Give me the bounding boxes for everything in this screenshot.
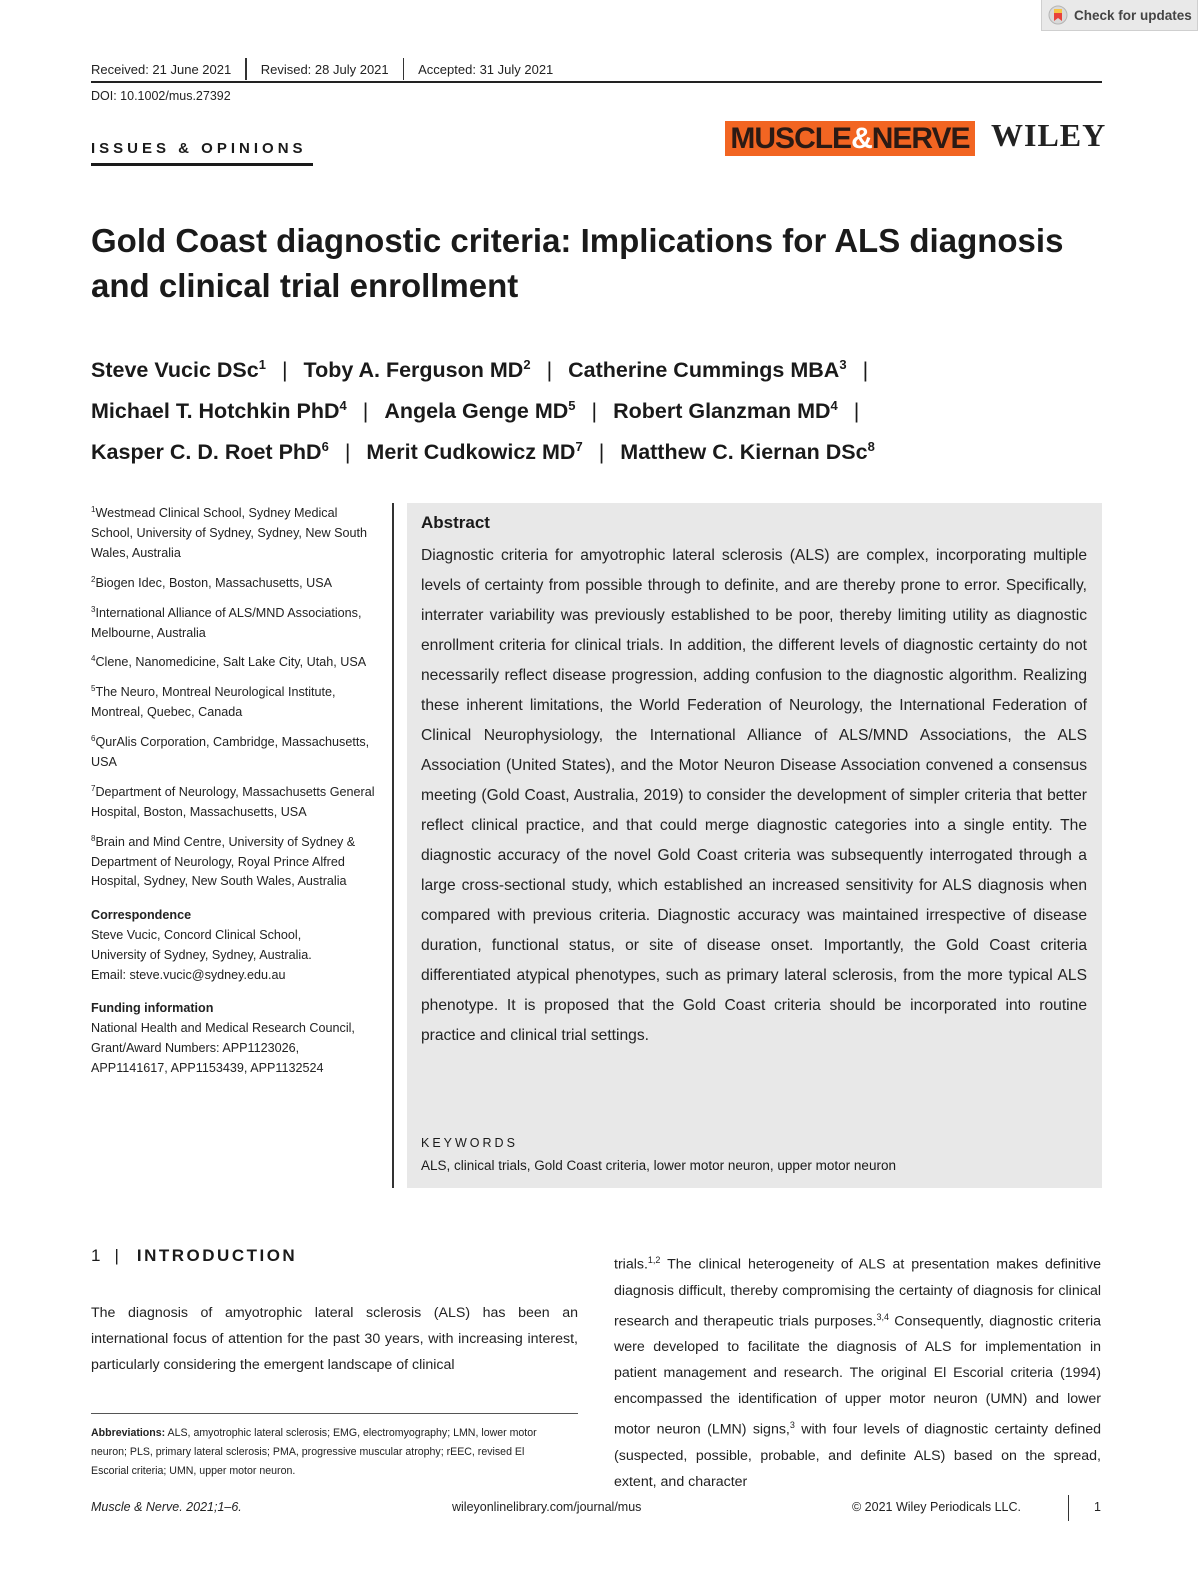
author[interactable]: Toby A. Ferguson $MD^2$ xyxy=(303,357,531,383)
author[interactable]: Catherine Cummings MBA$^3$ xyxy=(568,357,847,383)
intro-paragraph-col1: The diagnosis of amyotrophic lateral sclerosis (ALS) has been an international focus of attention for the past 30 years, with increasing interest, particularly considering the emergent landscape of clinical xyxy=(91,1305,578,1373)
correspondence-line: Steve Vucic, Concord Clinical School, xyxy=(91,928,302,943)
section-title: INTRODUCTION xyxy=(136,1246,298,1265)
section-tag-rule xyxy=(91,163,313,166)
abstract-text: Diagnostic criteria for amyotrophic lateral sclerosis (ALS) are complex, incorporating multiple levels of certainty from possible through to definite, and are thereby prone to error. Specifically, interrater variability was previously established to be poor, thereby limiting utility as diagnostic enrollment criteria for clinical trials. In addition, the different levels of diagnostic certainty do not necessarily reflect disease progression, adding confusion to the diagnostic algorithm. Realizing these inherent limitations, the World Federation of Neurology, the International Federation of Clinical Neurophysiology, the International Alliance of ALS/MND Associations, the ALS Association (United States), and the Motor Neuron Disease Association convened a consensus meeting (Gold Coast, Australia, 2019) to consider the development of simpler criteria that better reflect clinical practice, and that could merge diagnostic categories into a single entity. The diagnostic accuracy of the novel Gold Coast criteria was subsequently interrogated through a large cross-sectional study, which established an increased sensitivity for ALS diagnosis when compared with previous criteria. Diagnostic accuracy was maintained irrespective of disease duration, functional status, or site of disease onset. Importantly, the Gold Coast criteria differentiated atypical phenotypes, such as primary lateral sclerosis, from the more typical ALS phenotype. It is proposed that the Gold Coast criteria should be incorporated into routine practice and clinical trial settings. xyxy=(421,547,1087,1044)
affiliation: $^5$The Neuro, Montreal Neurological Institute, Montreal, Quebec, Canada xyxy=(91,684,336,720)
affiliation: $^2$Biogen Idec, Boston, Massachusetts, USA xyxy=(91,574,333,590)
footer-url[interactable]: wileyonlinelibrary.com/journal/mus xyxy=(452,1500,642,1514)
section-heading-introduction xyxy=(91,1246,297,1266)
revised-date: Revised: 28 July 2021 xyxy=(260,61,389,77)
journal-logo-nerve: NERVE xyxy=(871,121,970,155)
affiliation: $^4$Clene, Nanomedicine, Salt Lake City, Utah, USA xyxy=(91,654,367,670)
affiliation: $^3$International Alliance of ALS/MND Associations, Melbourne, Australia xyxy=(91,604,362,640)
correspondence-email[interactable]: Email: steve.vucic@sydney.edu.au xyxy=(91,967,286,982)
footer-divider xyxy=(1068,1495,1069,1521)
accepted-date: Accepted: 31 July 2021 xyxy=(418,61,554,77)
correspondence xyxy=(91,906,381,985)
citation-ref[interactable]: 3,4 xyxy=(876,1311,890,1322)
author[interactable]: Robert Glanzman $MD^4$ xyxy=(613,398,838,424)
affiliation: $^6$QurAlis Corporation, Cambridge, Massachusetts, USA xyxy=(91,734,370,770)
funding-heading: Funding information xyxy=(91,1001,214,1016)
bookmark-icon xyxy=(1048,5,1068,25)
check-for-updates-button[interactable] xyxy=(1041,0,1198,31)
correspondence-heading: Correspondence xyxy=(91,908,192,923)
footer-copyright: © 2021 Wiley Periodicals LLC. xyxy=(852,1500,1022,1514)
author[interactable]: Matthew C. Kiernan DSc$^8$ xyxy=(620,439,875,465)
journal-logo-muscle: MUSCLE xyxy=(730,121,852,155)
funding-information xyxy=(91,999,381,1078)
journal-logo-amp: & xyxy=(851,121,872,155)
page-number: 1 xyxy=(1094,1500,1101,1514)
funding-line: National Health and Medical Research Council, xyxy=(91,1021,355,1036)
affiliation: $^8$Brain and Mind Centre, University of Sydney & Department of Neurology, Royal Prince Alfred Hospital, Sydney, New South Wales, Australia xyxy=(91,833,356,889)
received-date: Received: 21 June 2021 xyxy=(91,61,232,77)
author[interactable]: Michael T. Hotchkin PhD$^4$ xyxy=(91,398,347,424)
section-number: 1 xyxy=(91,1246,101,1265)
footer-citation: Muscle & Nerve. 2021;1–6. xyxy=(91,1500,242,1514)
abbreviations-footnote: Abbreviations: ALS, amyotrophic lateral sclerosis; EMG, electromyography; LMN, lower motor neuron; PLS, primary lateral sclerosis; PMA, progressive muscular atrophy; rEEC, revised El Escorial criteria; UMN, upper motor neuron. xyxy=(91,1427,537,1477)
article-dates xyxy=(91,58,553,80)
affiliation: $^7$Department of Neurology, Massachusetts General Hospital, Boston, Massachusetts, USA xyxy=(91,783,375,819)
section-tag: ISSUES & OPINIONS xyxy=(91,140,307,157)
citation-ref[interactable]: 1,2 xyxy=(647,1255,661,1265)
correspondence-line: University of Sydney, Sydney, Australia. xyxy=(91,947,312,962)
citation-ref[interactable]: 3 xyxy=(789,1420,795,1431)
header-rule xyxy=(91,81,1102,83)
abstract-heading: Abstract xyxy=(421,513,490,532)
keywords: ALS, clinical trials, Gold Coast criteria, lower motor neuron, upper motor neuron xyxy=(421,1158,896,1173)
funding-line: Grant/Award Numbers: APP1123026, xyxy=(91,1041,300,1056)
doi[interactable]: DOI: 10.1002/mus.27392 xyxy=(91,89,231,103)
author[interactable]: Steve Vucic DSc$^1$ xyxy=(91,357,266,383)
divider xyxy=(245,58,247,80)
author-list: Steve Vucic DSc$^1$ | Toby A. Ferguson $MD^2$ | Catherine Cummings MBA$^3$ | Michael T. Hotchkin PhD$^4$ | Angela Genge $MD^5$ | Robert Glanzman $MD^4$ | Kasper C. D. Roet PhD$^6$ | Merit Cudkowicz $MD^7$ | Matthew C. Kiernan DSc$^8$ xyxy=(91,357,875,465)
affiliation: $^1$Westmead Clinical School, Sydney Medical School, University of Sydney, Sydney, New South Wales, Australia xyxy=(91,505,368,560)
affiliations xyxy=(91,500,381,1079)
author[interactable]: Angela Genge $MD^5$ xyxy=(384,398,576,424)
author[interactable]: Merit Cudkowicz $MD^7$ xyxy=(366,439,583,465)
publisher-logo: WILEY xyxy=(991,117,1107,153)
divider xyxy=(403,58,405,80)
journal-logo xyxy=(725,121,975,156)
column-divider xyxy=(392,503,394,1188)
check-for-updates-label: Check for updates xyxy=(1074,7,1192,23)
intro-paragraph-col2: trials.$^{1,2}$ The clinical heterogeneity of ALS at presentation makes definitive diagnosis difficult, thereby compromising the certainty of diagnosis for clinical research and therapeutic trials purposes.$^{3,4}$ Consequently, diagnostic criteria were developed to facilitate the diagnosis of ALS for implementation in patient management and research. The original El Escorial criteria (1994) encompassed the identification of upper motor neuron (UMN) and lower motor neuron (LMN) signs,$^3$ with four levels of diagnostic certainty defined (suspected, possible, probable, and definite ALS) based on the spread, extent, and character xyxy=(614,1255,1101,1491)
keywords-heading: KEYWORDS xyxy=(421,1136,518,1150)
author[interactable]: Kasper C. D. Roet PhD$^6$ xyxy=(91,439,329,465)
funding-line: APP1141617, APP1153439, APP1132524 xyxy=(91,1060,324,1075)
article-title: Gold Coast diagnostic criteria: Implications for ALS diagnosis and clinical trial enrollment xyxy=(91,222,1064,304)
footnote-rule xyxy=(91,1413,578,1414)
divider: | xyxy=(114,1246,119,1265)
